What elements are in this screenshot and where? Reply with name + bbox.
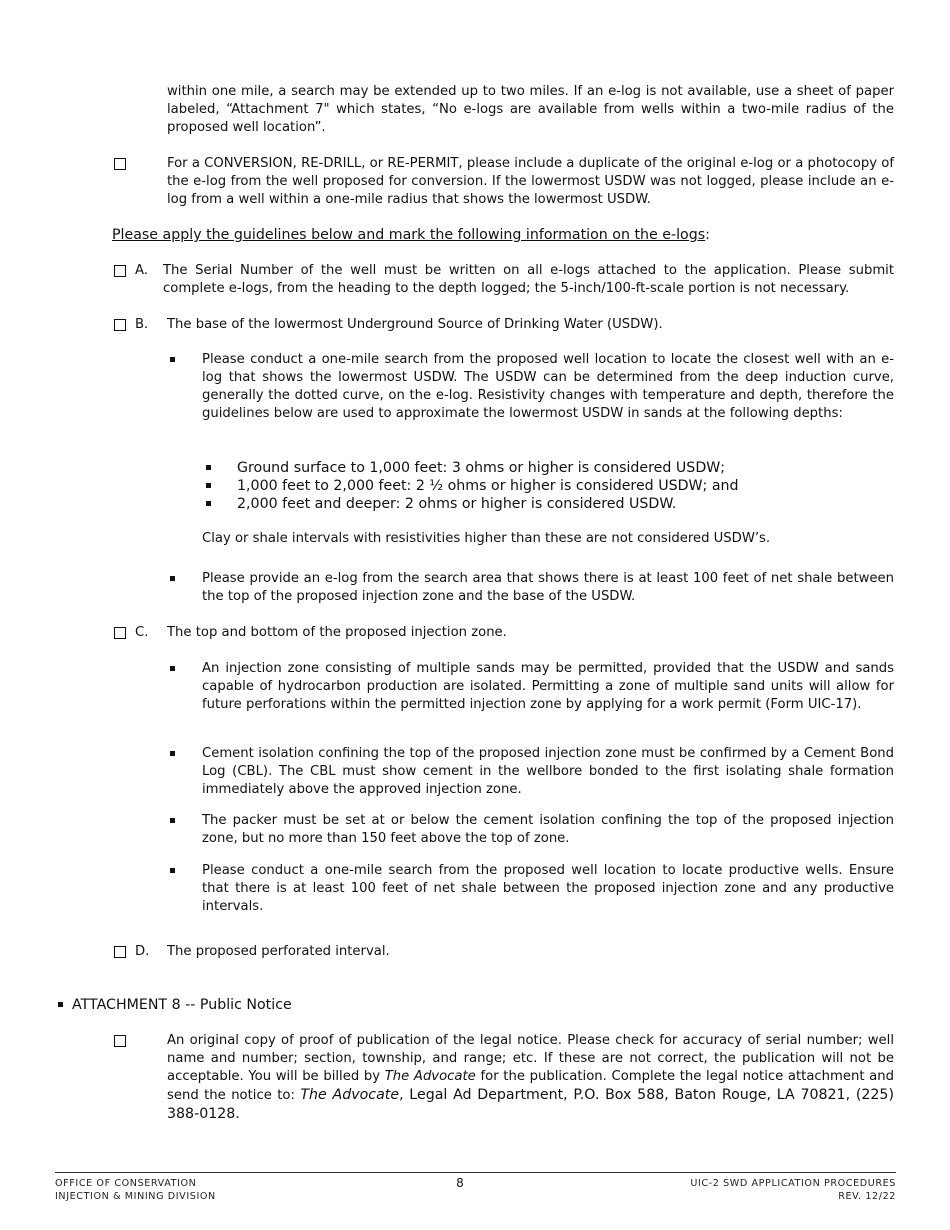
item-a-checkbox[interactable] [114, 265, 126, 277]
item-c-text: The top and bottom of the proposed injection zone. [167, 625, 507, 640]
item-a-letter: A. [135, 263, 148, 278]
footer-revision: REV. 12/22 [838, 1191, 896, 1202]
item-d-checkbox[interactable] [114, 946, 126, 958]
item-c-bullet-2: Cement isolation confining the top of the proposed injection zone must be confirmed by a Cement Bond Log (CBL). The CBL must show cement in the wellbore bonded to the first isolating shale formation immediately above the approved injection zone. [202, 746, 894, 797]
item-a-text-content: The Serial Number of the well must be written on all e-logs attached to the application. Please submit complete e-logs, from the heading to the depth logged; the 5-inch/100-ft-scale portion is not necessary. [163, 263, 894, 296]
footer-doc-title: UIC-2 SWD APPLICATION PROCEDURES [690, 1178, 896, 1189]
attachment-8-text-1: An original copy of proof of publication of the legal notice. Please check for accuracy of serial number; well name and number; section, township, and range; etc. If these are not correct, the publication will not be acceptable. You will be billed by [167, 1033, 894, 1084]
bullet-marker [170, 818, 175, 823]
page-number: 8 [456, 1176, 464, 1190]
clay-note: Clay or shale intervals with resistivities higher than these are not considered USDW’s. [202, 531, 771, 546]
item-a-text [163, 262, 894, 298]
footer-right [596, 1177, 896, 1203]
item-c-bullet-3: The packer must be set at or below the cement isolation confining the top of the proposed injection zone, but no more than 150 feet above the top of zone. [202, 813, 894, 846]
bullet-marker [170, 576, 175, 581]
item-d-letter: D. [135, 944, 150, 959]
depth-line-3: 2,000 feet and deeper: 2 ohms or higher is considered USDW. [237, 496, 677, 512]
item-b-checkbox[interactable] [114, 319, 126, 331]
bullet-marker [170, 751, 175, 756]
attachment-8-heading: ATTACHMENT 8 -- Public Notice [72, 997, 292, 1013]
item-b-bullet-2: Please provide an e-log from the search area that shows there is at least 100 feet of net shale between the top of the proposed injection zone and the base of the USDW. [202, 571, 894, 604]
footer-rule [55, 1172, 896, 1173]
item-c-bullet-4: Please conduct a one-mile search from the proposed well location to locate productive wells. Ensure that there is at least 100 feet of net shale between the proposed injection zone and any productive intervals. [202, 863, 894, 914]
item-c-checkbox[interactable] [114, 627, 126, 639]
footer-left [55, 1177, 355, 1203]
advocate-name: The Advocate [300, 1087, 400, 1103]
item-c-letter: C. [135, 625, 149, 640]
attachment-8-checkbox[interactable] [114, 1035, 126, 1047]
guidelines-heading-colon: : [705, 227, 710, 243]
advocate-name: The Advocate [384, 1069, 476, 1084]
guidelines-heading [112, 226, 872, 244]
footer-office: OFFICE OF CONSERVATION [55, 1178, 197, 1189]
item-b-text: The base of the lowermost Underground Source of Drinking Water (USDW). [167, 317, 663, 332]
footer-division: INJECTION & MINING DIVISION [55, 1191, 216, 1202]
item-c-bullet-1: An injection zone consisting of multiple sands may be permitted, provided that the USDW and sands capable of hydrocarbon production are isolated. Permitting a zone of multiple sand units will allow for future perforations within the permitted injection zone by applying for a work permit (Form UIC-17). [202, 661, 894, 712]
bullet-marker [170, 666, 175, 671]
depth-line-2: 1,000 feet to 2,000 feet: 2 ½ ohms or higher is considered USDW; and [237, 478, 739, 494]
bullet-marker [206, 483, 211, 488]
conversion-checkbox[interactable] [114, 158, 126, 170]
item-b-bullet-1: Please conduct a one-mile search from the proposed well location to locate the closest well with an e-log that shows the lowermost USDW. The USDW can be determined from the deep induction curve, generally the dotted curve, on the e-log. Resistivity changes with temperature and depth, therefore the guidelines below are used to approximate the lowermost USDW in sands at the following depths: [202, 352, 894, 421]
bullet-marker [170, 357, 175, 362]
attachment-8-text-2: for the publication. Complete the legal notice attachment and send the notice to: [167, 1069, 894, 1103]
attachment-8-paragraph [167, 1032, 894, 1124]
guidelines-heading-text: Please apply the guidelines below and mark the following information on the e-logs [112, 227, 706, 243]
intro-paragraph: within one mile, a search may be extended up to two miles. If an e-log is not available, use a sheet of paper labeled, “Attachment 7" which states, “No e-logs are available from wells within a two-mile radius of the proposed well location”. [167, 84, 894, 135]
item-b-letter: B. [135, 317, 149, 332]
section-bullet-marker [58, 1002, 63, 1007]
bullet-marker [206, 465, 211, 470]
depth-line-1: Ground surface to 1,000 feet: 3 ohms or higher is considered USDW; [237, 460, 726, 476]
bullet-marker [206, 501, 211, 506]
item-d-text: The proposed perforated interval. [167, 944, 390, 959]
attachment-8-address: , Legal Ad Department, P.O. Box 588, Baton Rouge, LA 70821, (225) 388-0128. [167, 1087, 894, 1122]
bullet-marker [170, 868, 175, 873]
conversion-paragraph: For a CONVERSION, RE-DRILL, or RE-PERMIT, please include a duplicate of the original e-log or a photocopy of the e-log from the well proposed for conversion. If the lowermost USDW was not logged, please include an e-log from a well within a one-mile radius that shows the lowermost USDW. [167, 156, 894, 207]
